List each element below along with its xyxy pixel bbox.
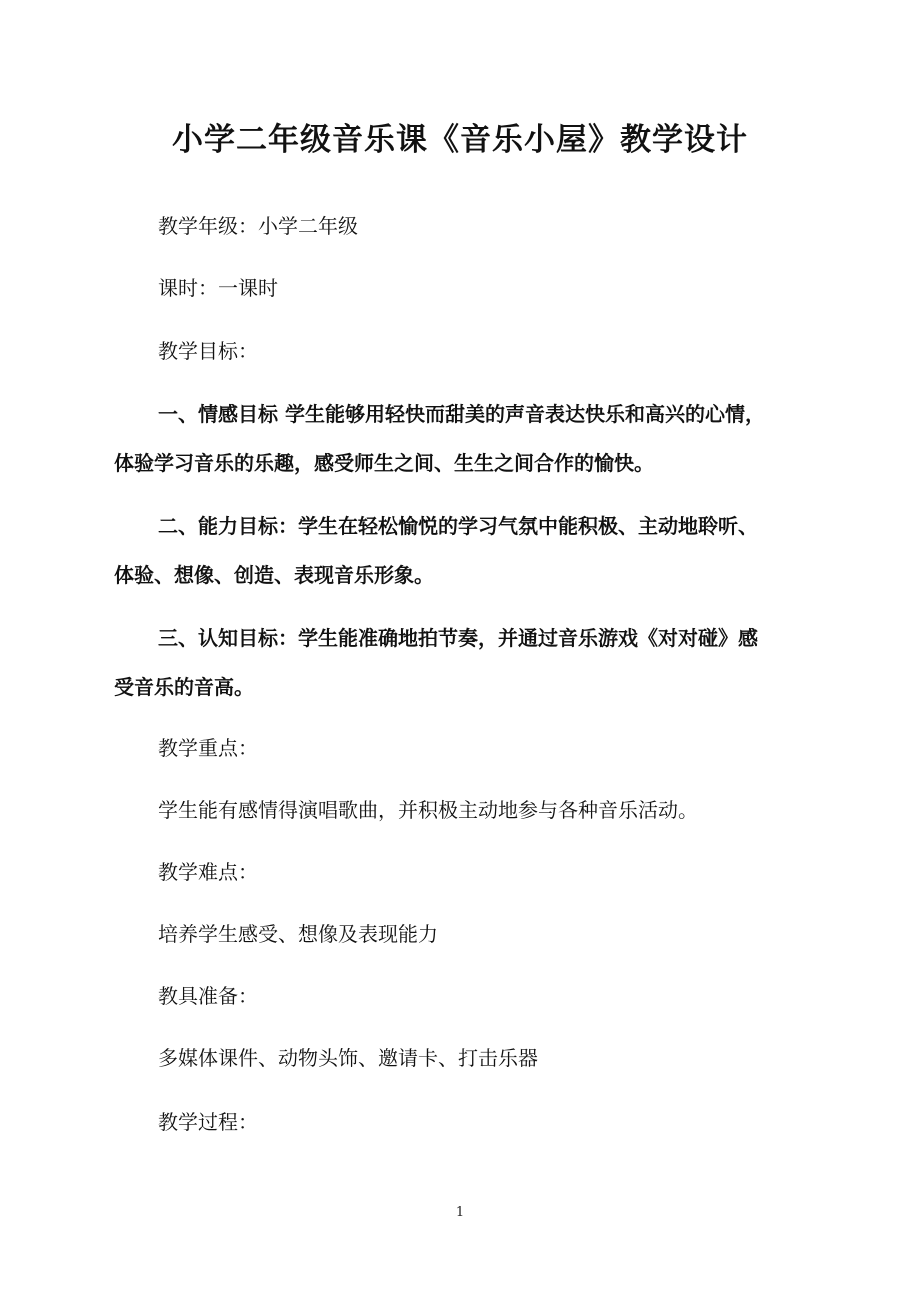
difficulty-heading: 教学难点：: [158, 860, 258, 884]
goal-3-line-2: 受音乐的音高。: [114, 675, 254, 699]
difficulty-text: 培养学生感受、想像及表现能力: [158, 922, 438, 946]
page-number: 1: [455, 1205, 465, 1220]
key-points-heading: 教学重点：: [158, 736, 258, 760]
goal-3-line-1: 三、认知目标：学生能准确地拍节奏，并通过音乐游戏《对对碰》感: [158, 626, 758, 650]
goal-2-line-1: 二、能力目标：学生在轻松愉悦的学习气氛中能积极、主动地聆听、: [158, 514, 758, 538]
goal-2-line-2: 体验、想像、创造、表现音乐形象。: [114, 563, 434, 587]
grade-line: 教学年级：小学二年级: [158, 214, 358, 238]
key-points-text: 学生能有感情得演唱歌曲，并积极主动地参与各种音乐活动。: [158, 798, 698, 822]
hours-line: 课时：一课时: [158, 276, 278, 300]
process-heading: 教学过程：: [158, 1110, 258, 1134]
materials-text: 多媒体课件、动物头饰、邀请卡、打击乐器: [158, 1046, 538, 1070]
goals-heading: 教学目标：: [158, 339, 258, 363]
page-title: 小学二年级音乐课《音乐小屋》教学设计: [172, 122, 748, 158]
goal-1-line-1: 一、情感目标 学生能够用轻快而甜美的声音表达快乐和高兴的心情，: [158, 402, 765, 426]
goal-1-line-2: 体验学习音乐的乐趣，感受师生之间、生生之间合作的愉快。: [114, 451, 654, 475]
materials-heading: 教具准备：: [158, 984, 258, 1008]
